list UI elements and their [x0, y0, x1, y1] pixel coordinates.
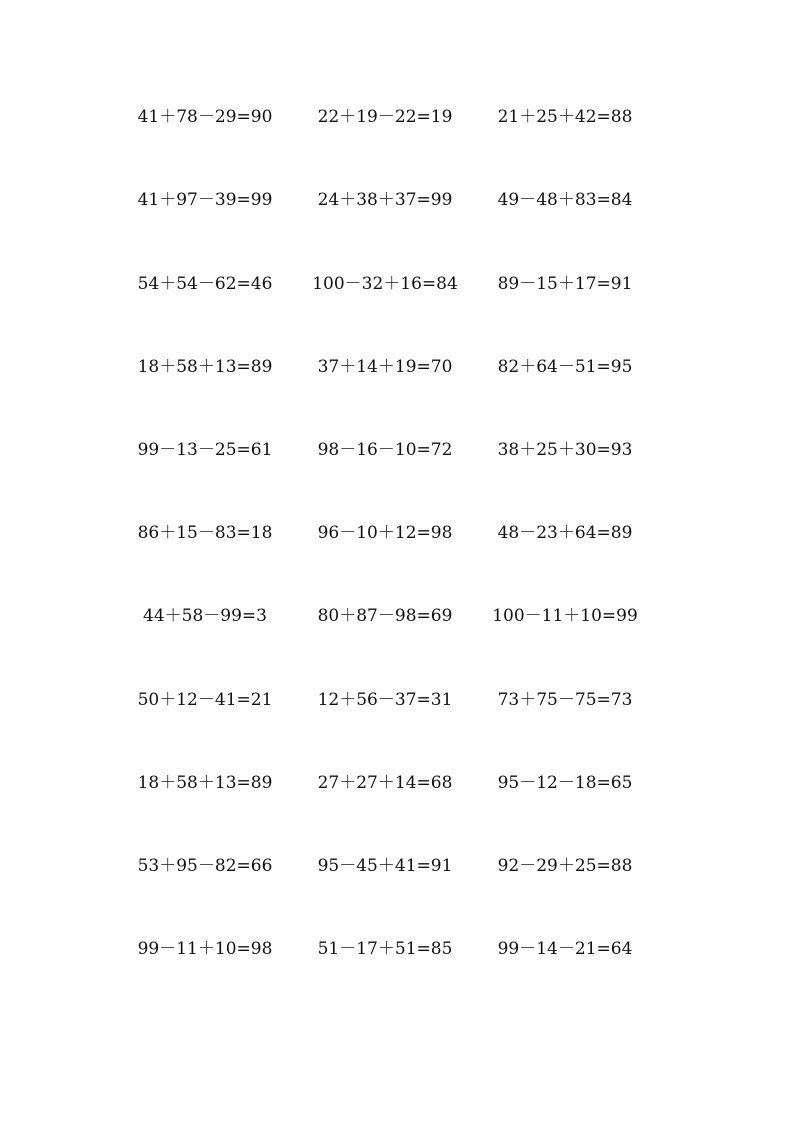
problem-row: [0, 272, 794, 296]
problem-item: 100－11＋10=99: [492, 606, 638, 626]
problem-item: 80＋87－98=69: [317, 606, 453, 626]
problem-item: 95－12－18=65: [497, 773, 633, 793]
problem-item: 48－23＋64=89: [497, 523, 633, 543]
problem-item: 27＋27＋14=68: [317, 773, 453, 793]
problem-item: 99－13－25=61: [137, 440, 273, 460]
problem-row: [0, 105, 794, 129]
problem-row: [0, 688, 794, 712]
problem-item: 50＋12－41=21: [137, 690, 273, 710]
problem-item: 49－48＋83=84: [497, 190, 633, 210]
problem-row: [0, 438, 794, 462]
problem-row: [0, 854, 794, 878]
problem-item: 37＋14＋19=70: [317, 357, 453, 377]
problem-item: 54＋54－62=46: [137, 274, 273, 294]
problem-row: [0, 521, 794, 545]
problem-item: 24＋38＋37=99: [317, 190, 453, 210]
problem-row: [0, 771, 794, 795]
problem-item: 96－10＋12=98: [317, 523, 453, 543]
problem-row: [0, 355, 794, 379]
problem-row: [0, 188, 794, 212]
problem-item: 53＋95－82=66: [137, 856, 273, 876]
problem-item: 98－16－10=72: [317, 440, 453, 460]
problem-item: 92－29＋25=88: [497, 856, 633, 876]
problem-item: 89－15＋17=91: [497, 274, 633, 294]
problem-item: 95－45＋41=91: [317, 856, 453, 876]
problem-item: 12＋56－37=31: [317, 690, 453, 710]
problem-item: 99－11＋10=98: [137, 939, 273, 959]
problem-item: 22＋19－22=19: [317, 107, 453, 127]
problem-item: 41＋97－39=99: [137, 190, 273, 210]
problem-item: 44＋58－99=3: [143, 606, 267, 626]
problem-row: [0, 937, 794, 961]
problem-item: 99－14－21=64: [497, 939, 633, 959]
problem-item: 73＋75－75=73: [497, 690, 633, 710]
problem-row: [0, 604, 794, 628]
problem-item: 18＋58＋13=89: [137, 357, 273, 377]
problem-item: 100－32＋16=84: [312, 274, 458, 294]
problem-item: 82＋64－51=95: [497, 357, 633, 377]
problem-item: 51－17＋51=85: [317, 939, 453, 959]
problem-item: 38＋25＋30=93: [497, 440, 633, 460]
problem-item: 18＋58＋13=89: [137, 773, 273, 793]
problem-item: 86＋15－83=18: [137, 523, 273, 543]
problem-item: 21＋25＋42=88: [497, 107, 633, 127]
problem-item: 41＋78－29=90: [137, 107, 273, 127]
